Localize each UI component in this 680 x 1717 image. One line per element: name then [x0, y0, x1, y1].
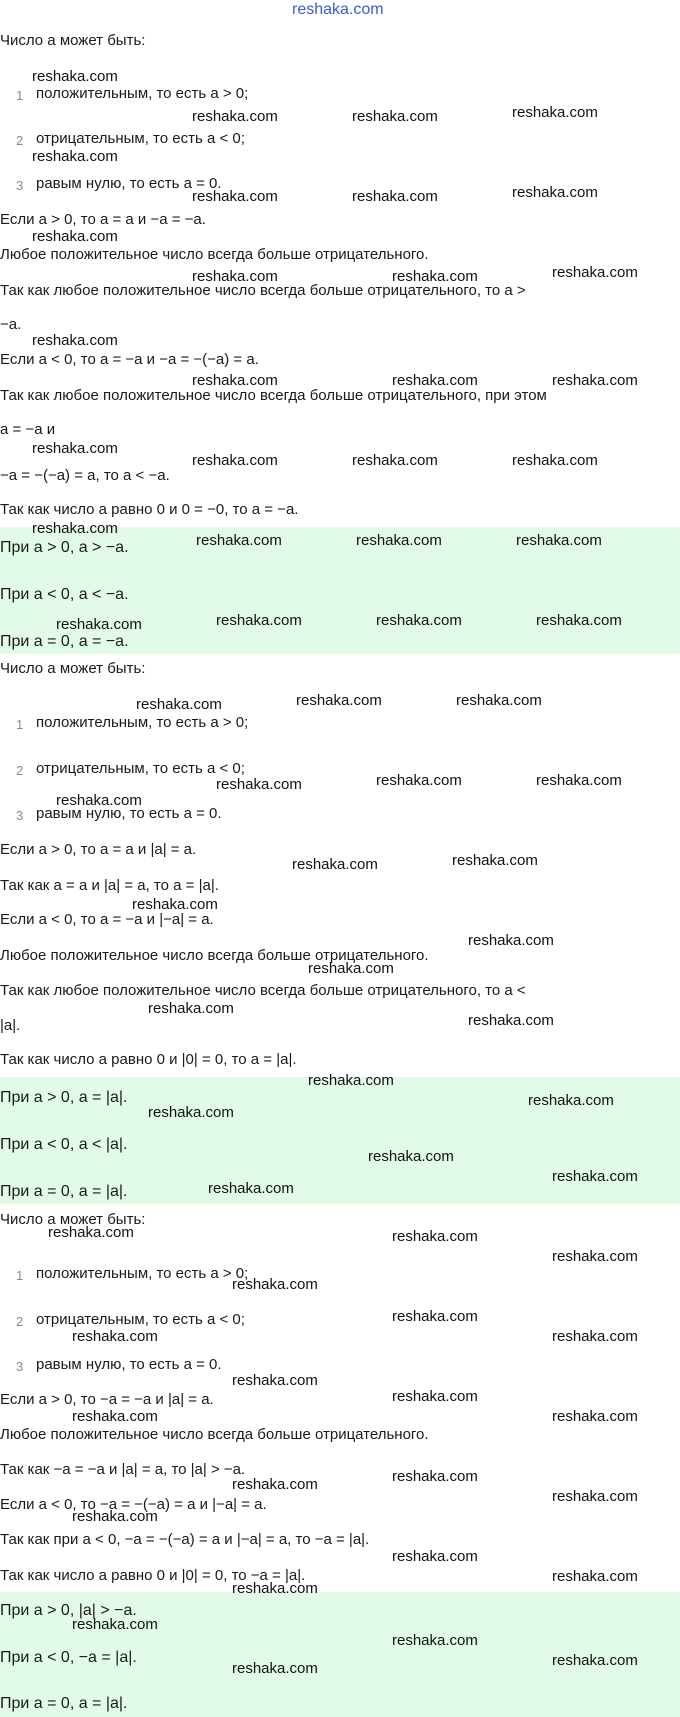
watermark: reshaka.com	[216, 612, 302, 629]
text-line: Если a > 0, то −a = −a и |a| = a.	[0, 1391, 214, 1408]
watermark: reshaka.com	[32, 440, 118, 457]
watermark: reshaka.com	[468, 932, 554, 949]
text-line: Если a > 0, то a = a и |a| = a.	[0, 841, 197, 858]
list-item: положительным, то есть a > 0;	[36, 85, 249, 102]
watermark: reshaka.com	[192, 268, 278, 285]
result-line: При a < 0, a < −a.	[0, 586, 129, 603]
list-item: отрицательным, то есть a < 0;	[36, 130, 245, 147]
text-line: Так как −a = −a и |a| = a, то |a| > −a.	[0, 1461, 246, 1478]
list-number: 3	[16, 178, 24, 193]
watermark: reshaka.com	[72, 1328, 158, 1345]
text-line: Если a < 0, то a = −a и −a = −(−a) = a.	[0, 351, 259, 368]
result-line: При a > 0, a > −a.	[0, 539, 129, 556]
watermark: reshaka.com	[552, 372, 638, 389]
watermark: reshaka.com	[376, 772, 462, 789]
text-line: Так как число a равно 0 и |0| = 0, то −a = |a|.	[0, 1567, 306, 1584]
watermark: reshaka.com	[552, 1488, 638, 1505]
text-line: Так как при a < 0, −a = −(−a) = a и |−a| = a, то −a = |a|.	[0, 1531, 370, 1548]
list-number: 2	[16, 133, 24, 148]
text-line: a = −a и	[0, 421, 56, 438]
section2-intro: Число a может быть:	[0, 660, 146, 677]
watermark: reshaka.com	[356, 532, 442, 549]
site-header-link[interactable]: reshaka.com	[292, 1, 384, 18]
watermark: reshaka.com	[536, 612, 622, 629]
result-line: При a = 0, a = −a.	[0, 633, 129, 650]
list-item: положительным, то есть a > 0;	[36, 714, 249, 731]
list-item: отрицательным, то есть a < 0;	[36, 760, 245, 777]
watermark: reshaka.com	[528, 1092, 614, 1109]
watermark: reshaka.com	[552, 1568, 638, 1585]
watermark: reshaka.com	[452, 852, 538, 869]
list-number: 1	[16, 88, 24, 103]
watermark: reshaka.com	[512, 104, 598, 121]
watermark: reshaka.com	[352, 188, 438, 205]
watermark: reshaka.com	[352, 108, 438, 125]
list-item: отрицательным, то есть a < 0;	[36, 1311, 245, 1328]
watermark: reshaka.com	[232, 1372, 318, 1389]
watermark: reshaka.com	[352, 452, 438, 469]
text-line: Если a < 0, то −a = −(−a) = a и |−a| = a.	[0, 1496, 267, 1513]
watermark: reshaka.com	[392, 372, 478, 389]
watermark: reshaka.com	[232, 1276, 318, 1293]
result-line: При a = 0, a = |a|.	[0, 1695, 128, 1712]
text-line: Так как любое положительное число всегда больше отрицательного, при этом	[0, 387, 547, 404]
result-line: При a = 0, a = |a|.	[0, 1183, 128, 1200]
watermark: reshaka.com	[392, 1388, 478, 1405]
text-line: Любое положительное число всегда больше отрицательного.	[0, 1426, 429, 1443]
watermark: reshaka.com	[192, 452, 278, 469]
text-line: Так как любое положительное число всегда больше отрицательного, то a <	[0, 982, 526, 999]
watermark: reshaka.com	[392, 1548, 478, 1565]
watermark: reshaka.com	[72, 1616, 158, 1633]
result-line: При a > 0, a = |a|.	[0, 1089, 128, 1106]
list-number: 3	[16, 808, 24, 823]
watermark: reshaka.com	[512, 452, 598, 469]
result-line: При a < 0, −a = |a|.	[0, 1649, 137, 1666]
watermark: reshaka.com	[392, 268, 478, 285]
watermark: reshaka.com	[132, 896, 218, 913]
watermark: reshaka.com	[392, 1228, 478, 1245]
watermark: reshaka.com	[32, 332, 118, 349]
text-line: Любое положительное число всегда больше отрицательного.	[0, 246, 429, 263]
list-number: 2	[16, 1314, 24, 1329]
watermark: reshaka.com	[232, 1660, 318, 1677]
text-line: Так как a = a и |a| = a, то a = |a|.	[0, 877, 219, 894]
watermark: reshaka.com	[72, 1408, 158, 1425]
watermark: reshaka.com	[192, 372, 278, 389]
text-line: Так как число a равно 0 и 0 = −0, то a = −a.	[0, 501, 299, 518]
watermark: reshaka.com	[56, 616, 142, 633]
watermark: reshaka.com	[296, 692, 382, 709]
watermark: reshaka.com	[376, 612, 462, 629]
watermark: reshaka.com	[456, 692, 542, 709]
watermark: reshaka.com	[368, 1148, 454, 1165]
watermark: reshaka.com	[196, 532, 282, 549]
list-item: равым нулю, то есть a = 0.	[36, 805, 222, 822]
watermark: reshaka.com	[292, 856, 378, 873]
watermark: reshaka.com	[136, 696, 222, 713]
watermark: reshaka.com	[32, 148, 118, 165]
result-line: При a < 0, a < |a|.	[0, 1136, 128, 1153]
watermark: reshaka.com	[192, 108, 278, 125]
text-line: |a|.	[0, 1017, 21, 1034]
result-line: При a > 0, |a| > −a.	[0, 1602, 137, 1619]
watermark: reshaka.com	[512, 184, 598, 201]
watermark: reshaka.com	[232, 1476, 318, 1493]
text-line: Любое положительное число всегда больше отрицательного.	[0, 947, 429, 964]
text-line: Если a > 0, то a = a и −a = −a.	[0, 211, 206, 228]
watermark: reshaka.com	[392, 1308, 478, 1325]
watermark: reshaka.com	[232, 1580, 318, 1597]
watermark: reshaka.com	[148, 1000, 234, 1017]
watermark: reshaka.com	[552, 1328, 638, 1345]
list-item: положительным, то есть a > 0;	[36, 1265, 249, 1282]
watermark: reshaka.com	[32, 228, 118, 245]
list-item: равым нулю, то есть a = 0.	[36, 175, 222, 192]
list-item: равым нулю, то есть a = 0.	[36, 1356, 222, 1373]
watermark: reshaka.com	[72, 1508, 158, 1525]
watermark: reshaka.com	[536, 772, 622, 789]
text-line: −a = −(−a) = a, то a < −a.	[0, 467, 170, 484]
watermark: reshaka.com	[48, 1224, 134, 1241]
watermark: reshaka.com	[32, 68, 118, 85]
watermark: reshaka.com	[468, 1012, 554, 1029]
watermark: reshaka.com	[56, 792, 142, 809]
section1-intro: Число a может быть:	[0, 32, 146, 49]
watermark: reshaka.com	[32, 520, 118, 537]
watermark: reshaka.com	[552, 264, 638, 281]
watermark: reshaka.com	[148, 1104, 234, 1121]
watermark: reshaka.com	[392, 1632, 478, 1649]
watermark: reshaka.com	[392, 1468, 478, 1485]
watermark: reshaka.com	[308, 1072, 394, 1089]
watermark: reshaka.com	[516, 532, 602, 549]
watermark: reshaka.com	[552, 1652, 638, 1669]
section3-intro: Число a может быть:	[0, 1211, 146, 1228]
watermark: reshaka.com	[208, 1180, 294, 1197]
watermark: reshaka.com	[552, 1408, 638, 1425]
text-line: Так как любое положительное число всегда больше отрицательного, то a >	[0, 282, 526, 299]
text-line: −a.	[0, 316, 22, 333]
text-line: Так как число a равно 0 и |0| = 0, то a = |a|.	[0, 1051, 297, 1068]
watermark: reshaka.com	[308, 960, 394, 977]
watermark: reshaka.com	[552, 1168, 638, 1185]
watermark: reshaka.com	[192, 188, 278, 205]
list-number: 3	[16, 1359, 24, 1374]
watermark: reshaka.com	[552, 1248, 638, 1265]
list-number: 1	[16, 1268, 24, 1283]
watermark: reshaka.com	[216, 776, 302, 793]
list-number: 1	[16, 717, 24, 732]
text-line: Если a < 0, то a = −a и |−a| = a.	[0, 911, 214, 928]
list-number: 2	[16, 763, 24, 778]
